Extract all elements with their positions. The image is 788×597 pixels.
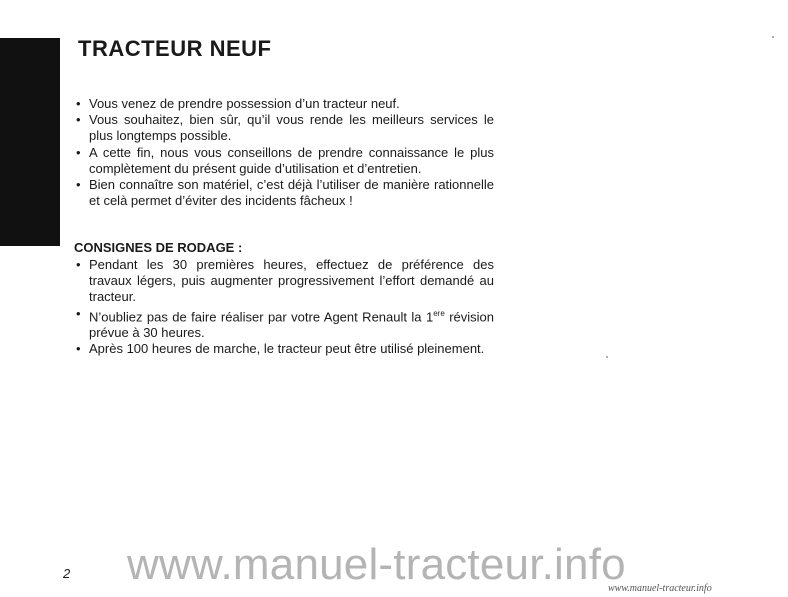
watermark-text: www.manuel-tracteur.info [127, 540, 626, 589]
superscript-ere: ere [433, 308, 445, 318]
intro-bullet: • Vous venez de prendre possession d’un tracteur neuf. [74, 96, 494, 112]
page-number: 2 [63, 566, 71, 581]
page-title: TRACTEUR NEUF [78, 36, 272, 61]
break-in-bullet: • Après 100 heures de marche, le tracteur peut être utilisé pleinement. [74, 341, 494, 357]
intro-bullet: • A cette fin, nous vous conseillons de prendre connaissance le plus complètement du présent guide d’utilisation et d’entretien. [74, 145, 494, 177]
break-in-bullet: • Pendant les 30 premières heures, effectuez de préférence des travaux légers, puis augmenter progressivement l’effort demandé au tracteur. [74, 257, 494, 306]
scan-speck [606, 356, 608, 358]
section-heading: CONSIGNES DE RODAGE : [74, 240, 243, 255]
bullet-text: révision prévue à 30 heures. [89, 308, 494, 341]
intro-bullet: • Bien connaître son matériel, c’est déjà l’utiliser de manière rationnelle et celà permet d’éviter des incidents fâcheux ! [74, 177, 494, 209]
page-edge-marker [0, 38, 60, 246]
break-in-instructions [74, 240, 494, 358]
break-in-bullet [74, 306, 494, 342]
bullet-text: N’oubliez pas de faire réaliser par votre Agent Renault la 1 [89, 308, 434, 324]
break-in-bullet-list [74, 257, 494, 358]
intro-bullet: • Vous souhaitez, bien sûr, qu’il vous rende les meilleurs services le plus longtemps possible. [74, 112, 494, 144]
intro-bullet-list [74, 96, 494, 209]
scan-speck [772, 36, 774, 38]
footer-url: www.manuel-tracteur.info [608, 583, 712, 594]
